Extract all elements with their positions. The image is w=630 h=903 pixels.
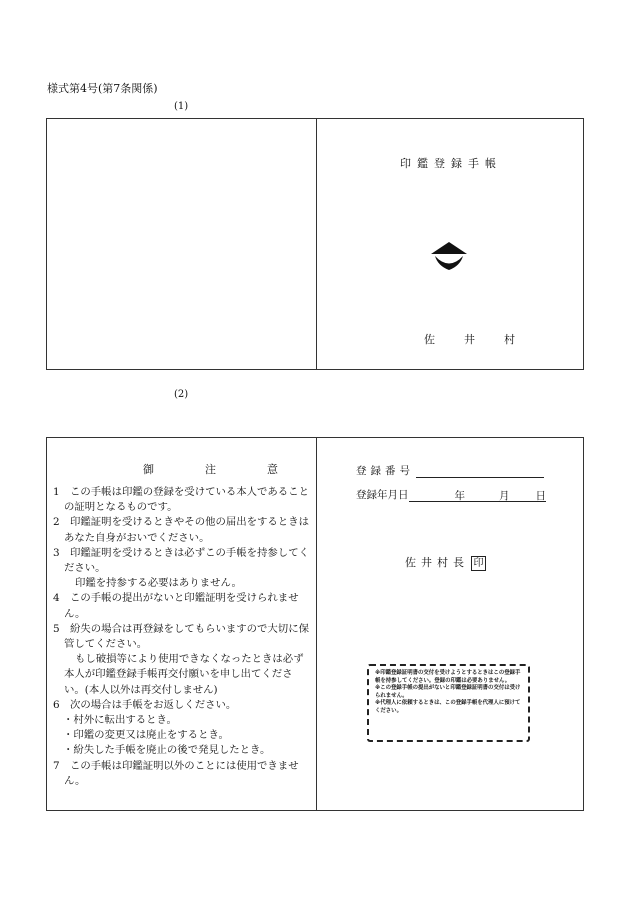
note-item: もし破損等により使用できなくなったときは必ず本人が印鑑登録手帳再交付願いを申し出てください。(本人以外は再交付しません): [64, 653, 304, 696]
note-item: 4 この手帳の提出がないと印鑑証明を受けられません。: [53, 592, 299, 620]
figure-1-label: (1): [174, 101, 189, 112]
note-item: 5 紛失の場合は再登録をしてもらいますので大切に保管してください。: [53, 622, 309, 651]
form-number-label: 様式第4号(第7条関係): [47, 82, 158, 95]
year-unit: 年: [454, 490, 465, 502]
note-item: 1 この手帳は印鑑の登録を受けている本人であることの証明となるものです。: [53, 486, 309, 514]
stamp-line: ※この登録手帳の提出がないと印鑑登録証明書の交付は受けられません。: [375, 685, 521, 699]
day-unit: 日: [535, 490, 546, 502]
cover-title: 印鑑登録手帳: [400, 157, 502, 170]
seal-mark: 印: [471, 556, 486, 571]
note-item: ・印鑑の変更又は廃止をするとき。: [63, 729, 229, 742]
mayor-signature: [405, 554, 486, 571]
note-item: 6 次の場合は手帳をお返しください。: [53, 698, 237, 711]
registration-number-label: 登録番号: [356, 465, 414, 477]
stamp-line: ※代理人に依頼するときは、この登録手帳を代理人に預けてください。: [375, 700, 521, 714]
village-emblem-icon: [430, 240, 468, 272]
notes-title: 御 注 意: [143, 463, 298, 476]
notice-stamp: [367, 664, 530, 742]
note-item: 2 印鑑証明を受けるときやその他の届出をするときはあなた自身がおいでください。: [53, 516, 309, 544]
registration-number-field: [356, 463, 544, 478]
month-unit: 月: [499, 490, 510, 502]
registration-date-label: 登録年月日: [356, 489, 409, 501]
registration-number-blank: [416, 465, 544, 478]
note-item: 3 印鑑証明を受けるときは必ずこの手帳を持参してください。: [53, 546, 309, 575]
figure-2-label: (2): [174, 389, 189, 400]
note-item: 印鑑を持参する必要はありません。: [75, 577, 242, 590]
fold-line: [316, 119, 317, 369]
notes-list: [53, 485, 311, 789]
year-blank: [409, 488, 455, 502]
village-name: 佐 井 村: [424, 333, 524, 346]
day-blank: [510, 488, 536, 502]
mayor-title: 佐井村長: [405, 556, 469, 569]
registration-date-field: [356, 487, 546, 502]
note-item: ・紛失した手帳を廃止の後で発見したとき。: [63, 744, 271, 757]
note-item: 7 この手帳は印鑑証明以外のことには使用できません。: [53, 759, 299, 787]
month-blank: [465, 488, 499, 502]
fold-line: [316, 438, 317, 810]
note-item: ・村外に転出するとき。: [63, 714, 177, 727]
stamp-line: ※印鑑登録証明書の交付を受けようとするときはこの登録手帳を持参してください。登録の印鑑は必要ありません。: [375, 670, 521, 684]
